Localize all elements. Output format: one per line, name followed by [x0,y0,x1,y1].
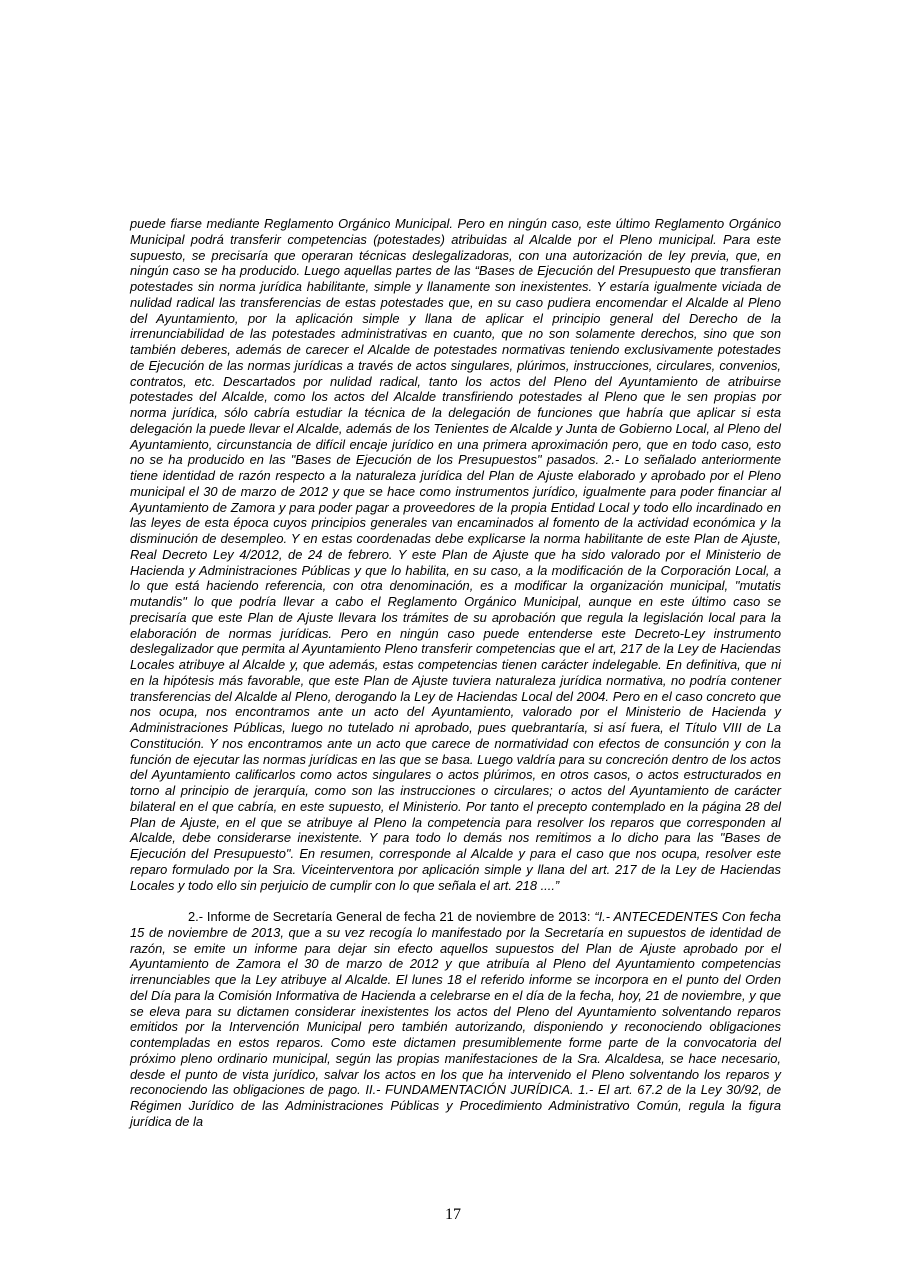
document-body [130,216,781,1130]
body-paragraph-1: puede fiarse mediante Reglamento Orgánico Municipal. Pero en ningún caso, este último Reglamento Orgánico Municipal podrá transferir competencias (potestades) atribuidas al Alcalde por el Pleno municipal. Para este supuesto, se precisaría que operaran técnicas deslegalizadoras, con una autorización de ley previa, que, en ningún caso se ha producido. Luego aquellas partes de las “Bases de Ejecución del Presupuesto que transfieran potestades sin norma jurídica habilitante, simple y llanamente son inexistentes. Y estaría igualmente viciada de nulidad radical las transferencias de estas potestades que, en su caso pudiera encomendar el Alcalde al Pleno del Ayuntamiento, por la aplicación simple y llana de aplicar el principio general del Derecho de la irrenunciabilidad de las potestades administrativas en cuanto, que no son solamente derechos, sino que son también deberes, además de carecer el Alcalde de potestades normativas teniendo exclusivamente potestades de Ejecución de las normas jurídicas a través de actos singulares, plúrimos, instrucciones, circulares, convenios, contratos, etc. Descartados por nulidad radical, tanto los actos del Pleno del Ayuntamiento de atribuirse potestades del Alcalde, como los actos del Alcalde transfiriendo potestades al Pleno que le sen propias por norma jurídica, sólo cabría estudiar la técnica de la delegación de funciones que habría que aplicar si esta delegación la puede llevar el Alcalde, además de los Tenientes de Alcalde y Junta de Gobierno Local, al Pleno del Ayuntamiento, circunstancia de difícil encaje jurídico en una primera aproximación pero, que en todo caso, esto no se ha producido en las "Bases de Ejecución de los Presupuestos" pasados. 2.- Lo señalado anteriormente tiene identidad de razón respecto a la naturaleza jurídica del Plan de Ajuste elaborado y aprobado por el Pleno municipal el 30 de marzo de 2012 y que se hace como instrumentos jurídico, igualmente para poder financiar al Ayuntamiento de Zamora y para poder pagar a proveedores de la propia Entidad Local y todo ello incardinado en las leyes de esta época cuyos principios generales van encaminados al fomento de la actividad económica y la disminución de desempleo. Y en estas coordenadas debe explicarse la norma habilitante de este Plan de Ajuste, Real Decreto Ley 4/2012, de 24 de febrero. Y este Plan de Ajuste que ha sido valorado por el Ministerio de Hacienda y Administraciones Públicas y que lo habilita, en su caso, a la modificación de la Corporación Local, a lo que está haciendo referencia, con otra denominación, es a modificar la organización municipal, "mutatis mutandis" lo que podría llevar a cabo el Reglamento Orgánico Municipal, aunque en este último caso se precisaría que este Plan de Ajuste llevara los trámites de su aprobación que regula la legislación local para la elaboración de normas jurídicas. Pero en ningún caso puede entenderse este Decreto-Ley instrumento deslegalizador que permita al Ayuntamiento Pleno transferir competencias que el art, 217 de la Ley de Haciendas Locales atribuye al Alcalde y, que además, estas competencias tienen carácter indelegable. En definitiva, que ni en la hipótesis más favorable, que este Plan de Ajuste tuviera naturaleza jurídica normativa, no podría contener transferencias del Alcalde al Pleno, derogando la Ley de Haciendas Local del 2004. Pero en el caso concreto que nos ocupa, nos encontramos ante un acto del Ayuntamiento, valorado por el Ministerio de Hacienda y Administraciones Públicas, luego no tutelado ni aprobado, pues quebrantaría, si así fuera, el Título VIII de La Constitución. Y nos encontramos ante un acto que carece de normatividad con efectos de consunción y con la función de ejecutar las normas jurídicas en las que se basa. Luego valdría para su concreción dentro de los actos del Ayuntamiento calificarlos como actos singulares o actos plúrimos, en otros casos, o actos estructurados en torno al principio de jerarquía, como son las instrucciones o circulares; o actos del Ayuntamiento de carácter bilateral en el que cabría, en este supuesto, el Ministerio. Por tanto el precepto contemplado en la página 28 del Plan de Ajuste, en el que se atribuye al Pleno la competencia para resolver los reparos que corresponden al Alcalde, debe considerarse inexistente. Y para todo lo demás nos remitimos a lo dicho para las "Bases de Ejecución del Presupuesto". En resumen, corresponde al Alcalde y para el caso que nos ocupa, resolver este reparo formulado por la Sra. Viceinterventora por aplicación simple y llana del art. 217 de la Ley de Haciendas Locales y todo ello sin perjuicio de cumplir con lo que señala el art. 218 ....” [130,216,781,893]
paragraph-2-lead: 2.- Informe de Secretaría General de fecha 21 de noviembre de 2013: [188,909,595,924]
body-paragraph-2 [130,909,781,1130]
paragraph-2-quote: “I.- ANTECEDENTES Con fecha 15 de noviembre de 2013, que a su vez recogía lo manifestado por la Secretaría en supuestos de identidad de razón, se emite un informe para dejar sin efecto aquellos supuestos del Plan de Ajuste aprobado por el Ayuntamiento de Zamora el 30 de marzo de 2012 y que atribuía al Pleno del Ayuntamiento competencias irrenunciables que la Ley atribuye al Alcalde. El lunes 18 el referido informe se incorpora en el punto del Orden del Día para la Comisión Informativa de Hacienda a celebrarse en el día de la fecha, hoy, 21 de noviembre, y que se eleva para su dictamen considerar inexistentes los actos del Pleno del Ayuntamiento solventando reparos emitidos por la Intervención Municipal pero también autorizando, disponiendo y reconociendo obligaciones contempladas en estos reparos. Como este dictamen presumiblemente forme parte de la convocatoria del próximo pleno ordinario municipal, según las propias manifestaciones de la Sra. Alcaldesa, se hace necesario, desde el punto de vista jurídico, salvar los actos en los que ha intervenido el Pleno solventando los reparos y reconociendo las obligaciones de pago. II.- FUNDAMENTACIÓN JURÍDICA. 1.- El art. 67.2 de la Ley 30/92, de Régimen Jurídico de las Administraciones Públicas y Procedimiento Administrativo Común, regula la figura jurídica de la [130,909,781,1129]
page-number: 17 [445,1206,461,1223]
